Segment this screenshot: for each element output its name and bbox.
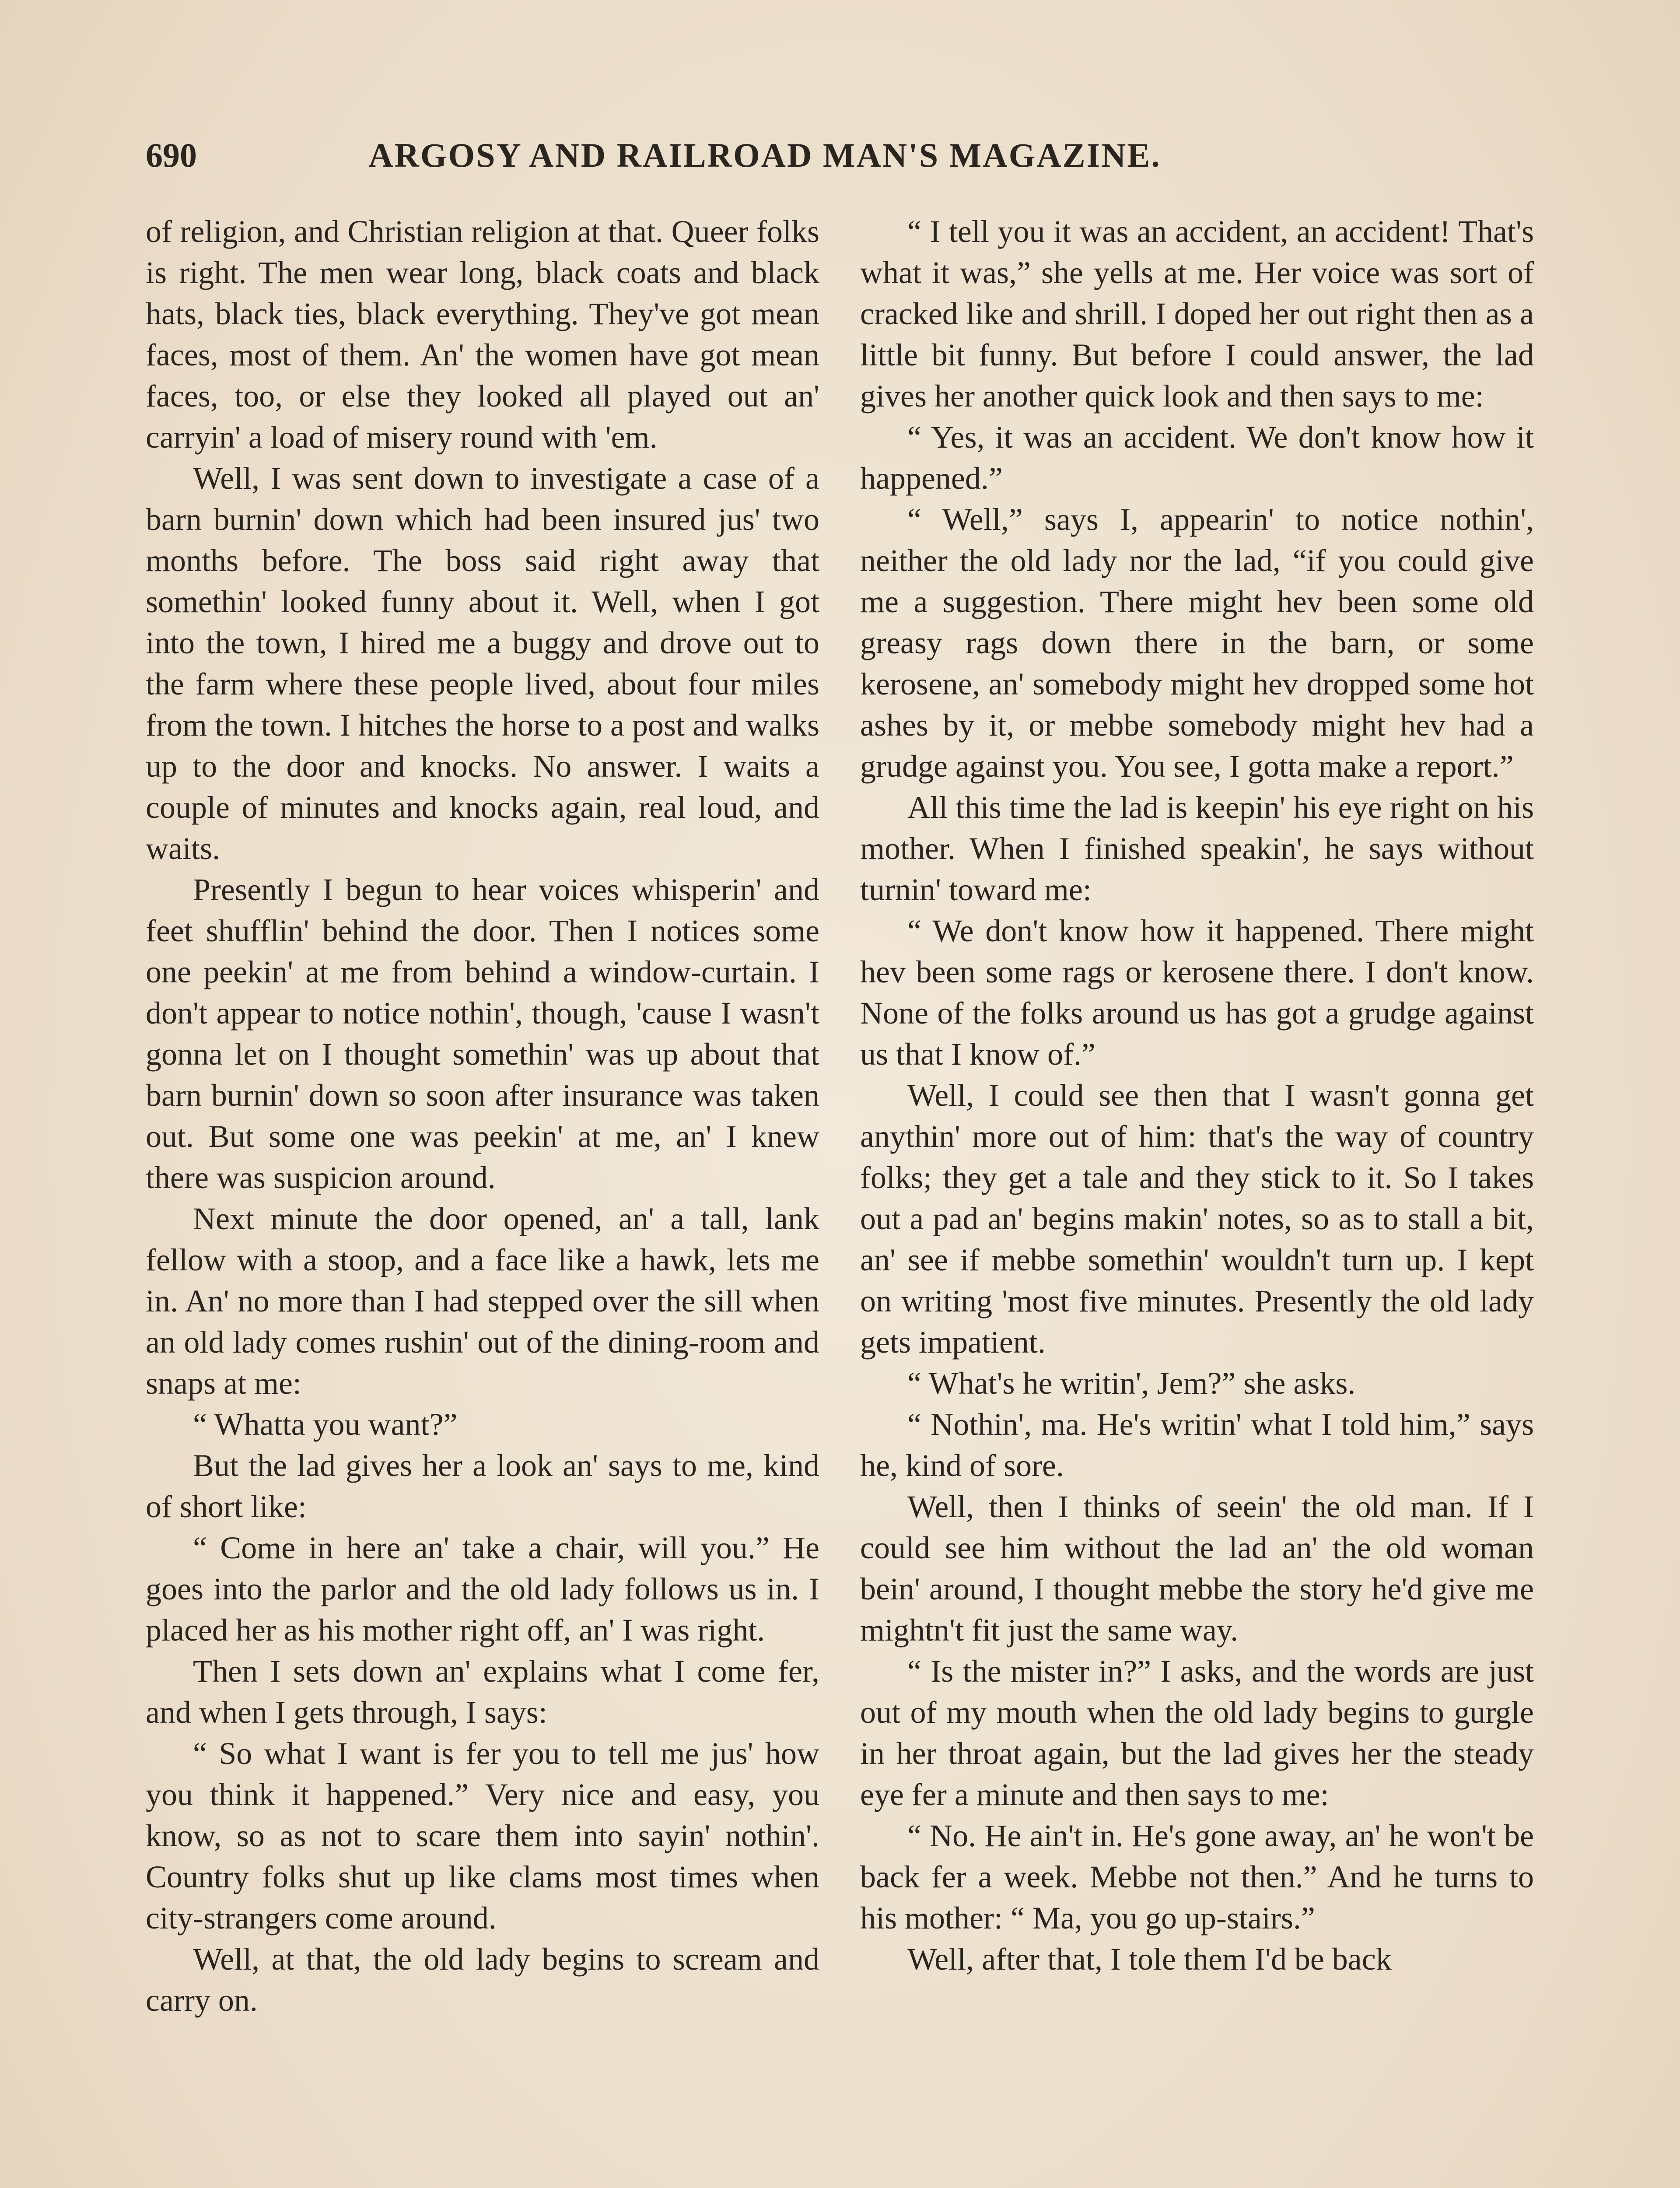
paragraph: “ Well,” says I, appearin' to notice nothin', neither the old lady nor the lad, “if you could give me a suggestion. There might hev been some old greasy rags down there in the barn, or some kerosene, an' somebody might hev dropped some hot ashes by it, or mebbe somebody might hev had a grudge against you. You see, I gotta make a report.” — [860, 502, 1534, 784]
paragraph: “ Nothin', ma. He's writin' what I told him,” says he, kind of sore. — [860, 1407, 1534, 1483]
paragraph: “ No. He ain't in. He's gone away, an' he won't be back fer a week. Mebbe not then.” And he turns to his mother: “ Ma, you go up-stairs.” — [860, 1818, 1534, 1936]
paragraph: Well, after that, I tole them I'd be back — [907, 1942, 1392, 1977]
paragraph: Presently I begun to hear voices whisperin' and feet shufflin' behind the door. Then I notices some one peekin' at me from behind a window-curtain. I don't appear to notice nothin', though, 'cause I wasn't gonna let on I thought somethin' was up about that barn burnin' down so soon after insurance was taken out. But some one was peekin' at me, an' I knew there was suspicion around. — [146, 872, 819, 1195]
running-title: ARGOSY AND RAILROAD MAN'S MAGAZINE. — [368, 136, 1161, 174]
paragraph: “ Whatta you want?” — [193, 1407, 458, 1442]
paragraph: Well, at that, the old lady begins to scream and carry on. — [146, 1942, 819, 2018]
paragraph: But the lad gives her a look an' says to me, kind of short like: — [146, 1448, 819, 1524]
paragraph: All this time the lad is keepin' his eye right on his mother. When I finished speakin', he says without turnin' toward me: — [860, 790, 1534, 907]
paragraph: “ What's he writin', Jem?” she asks. — [907, 1366, 1356, 1401]
paragraph: Next minute the door opened, an' a tall, lank fellow with a stoop, and a face like a hawk, lets me in. An' no more than I had stepped over the sill when an old lady comes rushin' out of the dining-room and snaps at me: — [146, 1201, 819, 1401]
left-column — [146, 211, 819, 2021]
paragraph: of religion, and Christian religion at that. Queer folks is right. The men wear long, black coats and black hats, black ties, black everything. They've got mean faces, most of them. An' the women have got mean faces, too, or else they looked all played out an' carryin' a load of misery round with 'em. — [146, 214, 819, 455]
paragraph: “ I tell you it was an accident, an accident! That's what it was,” she yells at me. Her voice was sort of cracked like and shrill. I doped her out right then as a little bit funny. But before I could answer, the lad gives her another quick look and then says to me: — [860, 214, 1534, 414]
paragraph: “ Is the mister in?” I asks, and the words are just out of my mouth when the old lady begins to gurgle in her throat again, but the lad gives her the steady eye fer a minute and then says to me: — [860, 1654, 1534, 1812]
paragraph: “ Come in here an' take a chair, will you.” He goes into the parlor and the old lady follows us in. I placed her as his mother right off, an' I was right. — [146, 1530, 819, 1648]
paragraph: Well, I was sent down to investigate a case of a barn burnin' down which had been insured jus' two months before. The boss said right away that somethin' looked funny about it. Well, when I got into the town, I hired me a buggy and drove out to the farm where these people lived, about four miles from the town. I hitches the horse to a post and walks up to the door and knocks. No answer. I waits a couple of minutes and knocks again, real loud, and waits. — [146, 461, 819, 866]
paragraph: Then I sets down an' explains what I come fer, and when I gets through, I says: — [146, 1654, 819, 1730]
page-number: 690 — [146, 136, 197, 174]
paragraph: “ We don't know how it happened. There might hev been some rags or kerosene there. I don't know. None of the folks around us has got a grudge against us that I know of.” — [860, 913, 1534, 1072]
paragraph: “ Yes, it was an accident. We don't know how it happened.” — [860, 420, 1534, 496]
page-header — [146, 131, 1301, 179]
paragraph: Well, then I thinks of seein' the old man. If I could see him without the lad an' the old woman bein' around, I thought mebbe the story he'd give me mightn't fit just the same way. — [860, 1489, 1534, 1648]
paragraph: Well, I could see then that I wasn't gonna get anythin' more out of him: that's the way of country folks; they get a tale and they stick to it. So I takes out a pad an' begins makin' notes, so as to stall a bit, an' see if mebbe somethin' wouldn't turn up. I kept on writing 'most five minutes. Presently the old lady gets impatient. — [860, 1078, 1534, 1360]
right-column — [860, 211, 1534, 1980]
paragraph: “ So what I want is fer you to tell me jus' how you think it happened.” Very nice and easy, you know, so as not to scare them into sayin' nothin'. Country folks shut up like clams most times when city-strangers come around. — [146, 1736, 819, 1936]
